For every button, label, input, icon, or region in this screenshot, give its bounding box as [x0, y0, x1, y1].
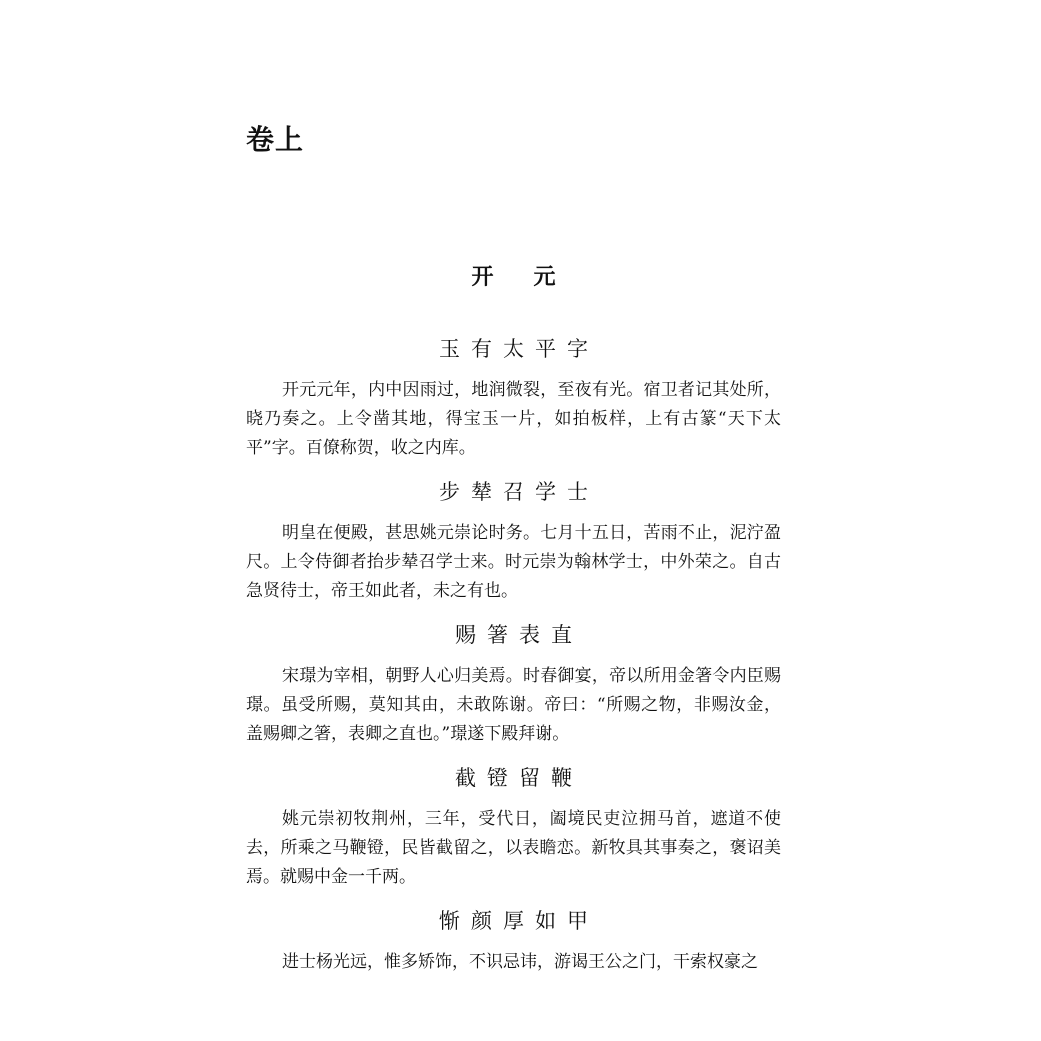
- section-paragraph: 开元元年，内中因雨过，地润微裂，至夜有光。宿卫者记其处所，晓乃奏之。上令凿其地，得宝玉一片，如拍板样，上有古篆“天下太平”字。百僚称贺，收之内库。: [246, 380, 781, 458]
- section-paragraph: 宋璟为宰相，朝野人心归美焉。时春御宴，帝以所用金箸令内臣赐璟。虽受所赐，莫知其由，未敢陈谢。帝曰：“所赐之物，非赐汝金，盖赐卿之箸，表卿之直也。”璟遂下殿拜谢。: [246, 666, 781, 744]
- section-title: 截镫留鞭: [455, 766, 583, 790]
- volume-title: 卷上: [246, 123, 305, 156]
- section-title: 赐箸表直: [455, 623, 583, 647]
- section-paragraph: 明皇在便殿，甚思姚元崇论时务。七月十五日，苦雨不止，泥泞盈尺。上令侍御者抬步辇召学士来。时元崇为翰林学士，中外荣之。自古急贤待士，帝王如此者，未之有也。: [246, 523, 781, 601]
- section-title: 惭颜厚如甲: [439, 909, 599, 933]
- chapter-title: 开元: [471, 265, 596, 290]
- section-paragraph: 姚元崇初牧荆州，三年，受代日，阖境民吏泣拥马首，遮道不使去，所乘之马鞭镫，民皆截留之，以表瞻恋。新牧具其事奏之，褒诏美焉。就赐中金一千两。: [246, 809, 781, 887]
- section-paragraph: 进士杨光远，惟多矫饰，不识忌讳，游谒王公之门，干索权豪之: [282, 952, 758, 972]
- section-title: 玉有太平字: [439, 337, 599, 361]
- section-title: 步辇召学士: [439, 480, 599, 504]
